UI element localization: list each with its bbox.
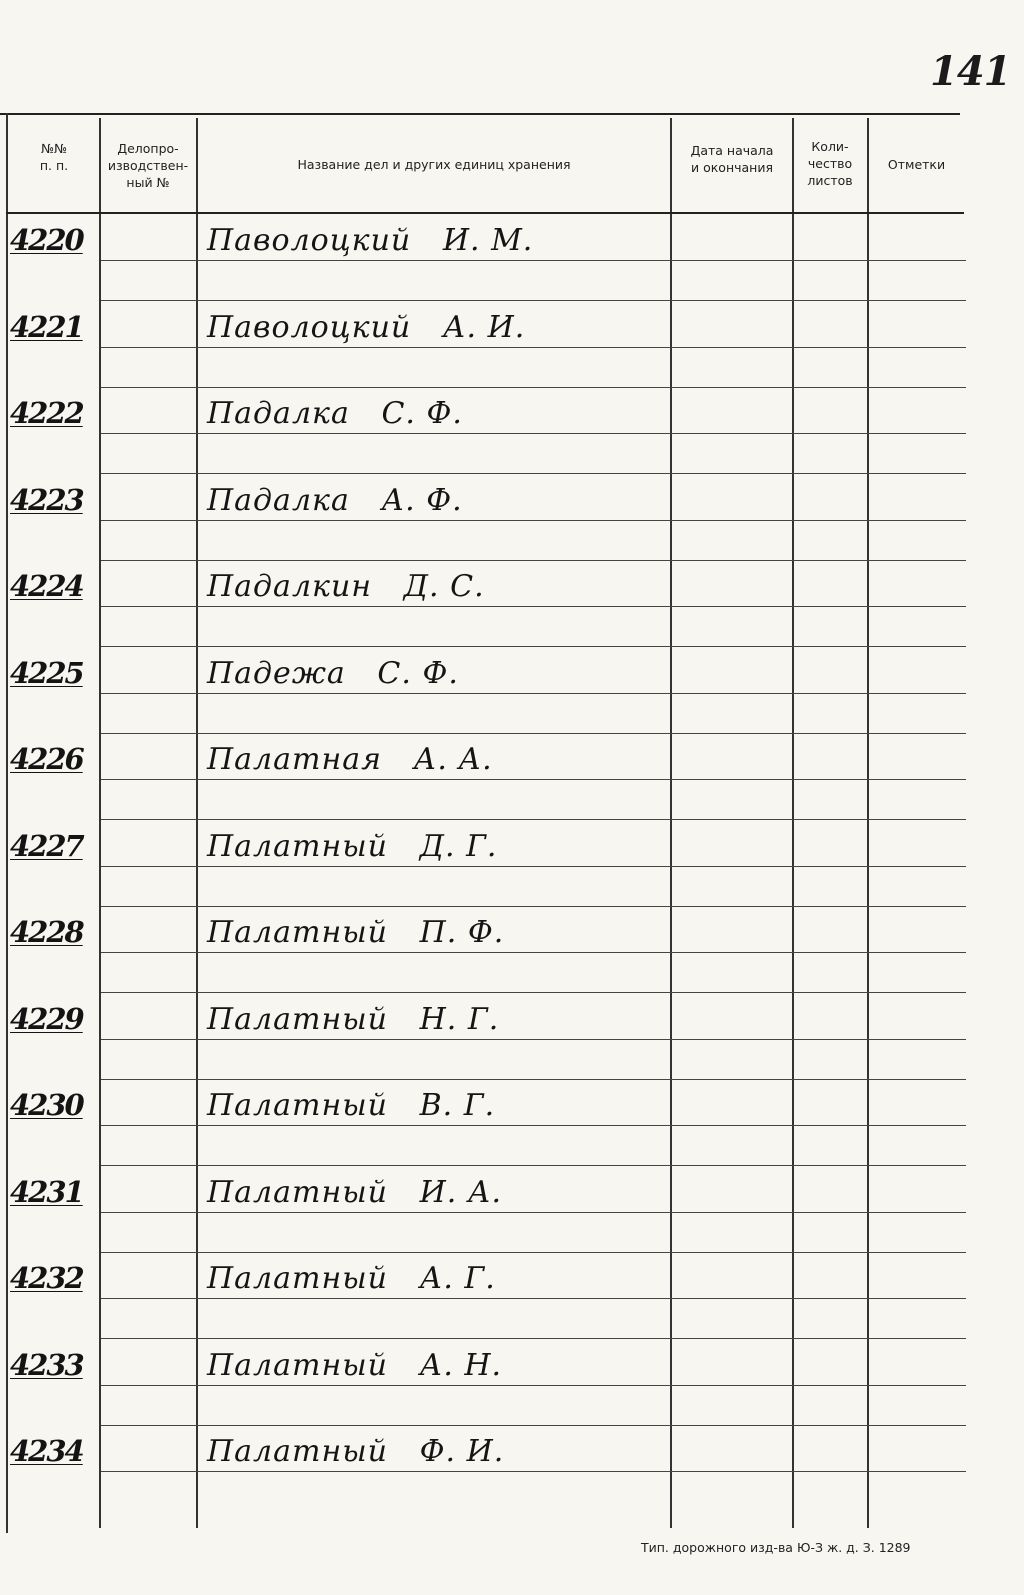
entry-name: Палатный П. Ф. xyxy=(207,915,505,950)
entry-number: 4229 xyxy=(10,1001,83,1036)
entry-number: 4234 xyxy=(10,1434,83,1468)
row-rule xyxy=(101,779,966,780)
row-rule xyxy=(101,1165,966,1166)
entry-name: Палатный В. Г. xyxy=(207,1088,496,1123)
header-bottom-rule xyxy=(6,212,964,214)
table-top-rule xyxy=(0,113,960,115)
row-rule xyxy=(101,693,966,694)
entry-number: 4231 xyxy=(10,1174,83,1209)
row-rule xyxy=(101,387,966,388)
row-rule xyxy=(101,1425,966,1426)
column-divider xyxy=(670,118,672,1528)
entry-name: Падалка А. Ф. xyxy=(207,482,463,518)
entry-number: 4232 xyxy=(10,1261,83,1295)
entry-name: Палатная А. А. xyxy=(207,742,493,777)
column-divider xyxy=(196,118,198,1528)
entry-number: 4225 xyxy=(10,655,83,690)
header-number: №№ п. п. xyxy=(39,141,69,173)
entry-name: Палатный Н. Г. xyxy=(207,1001,500,1037)
entry-number: 4230 xyxy=(10,1088,83,1122)
entry-name: Палатный Ф. И. xyxy=(207,1434,505,1469)
entry-number: 4226 xyxy=(10,742,83,776)
entry-name: Палатный И. А. xyxy=(207,1174,503,1210)
column-divider xyxy=(867,118,869,1528)
header-notes: Отметки xyxy=(887,157,946,172)
row-rule xyxy=(101,819,966,820)
row-rule xyxy=(101,520,966,521)
entry-number: 4220 xyxy=(10,223,83,257)
header-sheets: Коли- чество листов xyxy=(807,139,853,188)
row-rule xyxy=(101,952,966,953)
entry-number: 4224 xyxy=(10,569,83,603)
entry-number: 4221 xyxy=(10,309,83,344)
row-rule xyxy=(101,473,966,474)
entry-name: Падалка С. Ф. xyxy=(207,396,463,431)
entry-number: 4228 xyxy=(10,915,83,949)
row-rule xyxy=(101,560,966,561)
row-rule xyxy=(101,1212,966,1213)
table-left-rule xyxy=(6,113,8,1533)
row-rule xyxy=(101,992,966,993)
entry-name: Паволоцкий И. М. xyxy=(207,223,534,258)
printer-imprint: Тип. дорожного изд-ва Ю-З ж. д. З. 1289 xyxy=(641,1540,911,1555)
page-number: 141 xyxy=(930,48,1011,95)
entry-number: 4227 xyxy=(10,828,83,863)
row-rule xyxy=(101,300,966,301)
entry-name: Палатный А. Г. xyxy=(207,1261,496,1296)
row-rule xyxy=(101,1338,966,1339)
row-rule xyxy=(101,906,966,907)
header-dates: Дата начала и окончания xyxy=(690,143,774,175)
row-rule xyxy=(101,866,966,867)
row-rule xyxy=(101,347,966,348)
entry-name: Падежа С. Ф. xyxy=(207,655,459,691)
entry-name: Падалкин Д. С. xyxy=(207,569,485,604)
row-rule xyxy=(101,1039,966,1040)
row-rule xyxy=(101,1471,966,1472)
column-divider xyxy=(792,118,794,1528)
row-rule xyxy=(101,1252,966,1253)
entry-name: Палатный Д. Г. xyxy=(207,828,498,864)
entry-number: 4223 xyxy=(10,482,83,517)
row-rule xyxy=(101,1125,966,1126)
row-rule xyxy=(101,1385,966,1386)
entry-name: Паволоцкий А. И. xyxy=(207,309,526,345)
row-rule xyxy=(101,733,966,734)
row-rule xyxy=(101,433,966,434)
header-office-number: Делопро- изводствен- ный № xyxy=(107,141,189,190)
header-title: Название дел и других единиц хранения xyxy=(297,157,571,172)
row-rule xyxy=(101,1079,966,1080)
entry-number: 4222 xyxy=(10,396,83,430)
row-rule xyxy=(101,606,966,607)
entry-name: Палатный А. Н. xyxy=(207,1347,503,1383)
entry-number: 4233 xyxy=(10,1347,83,1382)
row-rule xyxy=(101,1298,966,1299)
row-rule xyxy=(101,260,966,261)
row-rule xyxy=(101,646,966,647)
